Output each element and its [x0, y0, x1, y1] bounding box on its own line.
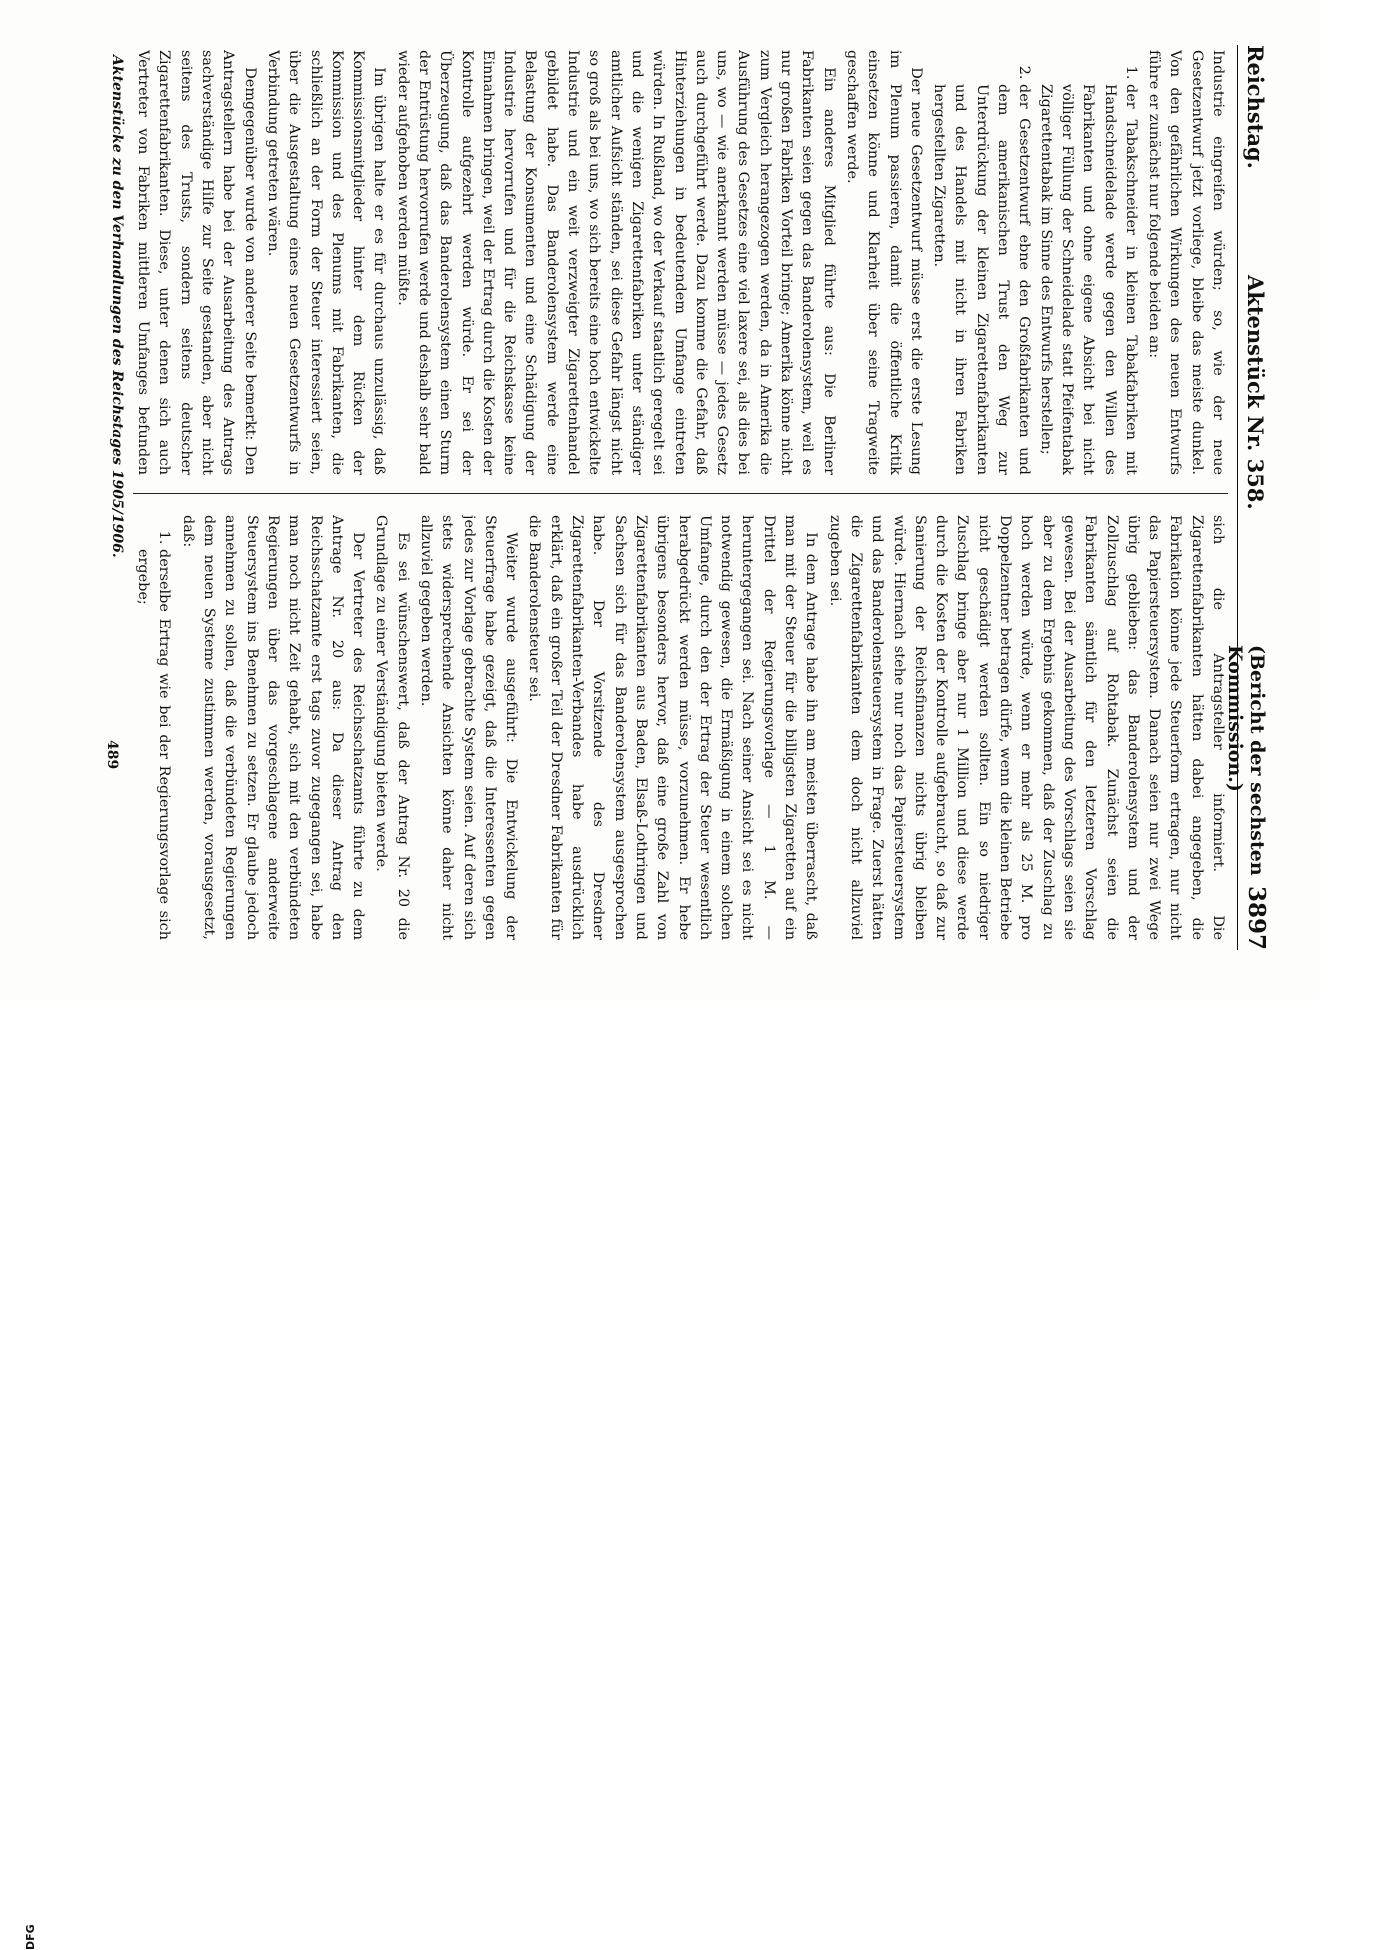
list-item: 1. der Tabakschneider in kleinen Tabakfabriken mit Handschneidelade werde gegen den Willen des Fabrikanten und ohne eigene Absicht bei nicht völliger Füllung der Schneidelade statt Pfeifentabak Zigarettentabak im Sinne des Entwurfs herstellen; — [1034, 84, 1140, 475]
right-column — [133, 515, 1228, 940]
paragraph: Der neue Gesetzentwurf müsse erst die erste Lesung im Plenum passieren, damit die öffentliche Kritik einsetzen könne und Klarheit über seine Tragweite geschaffen werde. — [843, 50, 924, 475]
page-number: 3897 — [1243, 885, 1270, 950]
left-column — [133, 50, 1228, 475]
folio-number: 489 — [104, 740, 120, 770]
header-center: Aktenstück Nr. 358. — [1243, 275, 1268, 510]
scanned-page — [0, 0, 1320, 1000]
paragraph: Demgegenüber wurde von anderer Seite bemerkt: Den Antragstellern habe bei der Ausarbeitung des Antrags sachverständige Hilfe zur Seite gestanden, aber nicht seitens des Trusts, sondern seitens deutscher Zigarettenfabrikanten. Diese, unter denen sich auch Vertreter von Fabriken mittleren Umfanges befunden — [135, 50, 258, 475]
numbered-list — [928, 50, 1141, 475]
paragraph: Industrie eingreifen würden; so, wie der neue Gesetzentwurf jetzt vorliege, bleibe das meiste dunkel. Von den gefährlichen Wirkungen des neuen Entwurfs führe er zunächst nur folgende beiden an: — [1146, 50, 1226, 475]
paragraph: sich die Antragsteller informiert. Die Zigarettenfabrikanten hätten dabei angegeben, die Fabrikation könne jede Steuerform ertragen, nur nicht das Papiersteuersystem. Danach seien nur zwei Wege übrig geblieben: das Banderolensystem und der Zollzuschlag auf Rohtabak. Zunächst seien die Fabrikanten sämtlich für den letzteren Vorschlag gewesen. Bei der Ausarbeitung des Vorschlags seien sie aber zu dem Ergebnis gekommen, daß der Zuschlag zu hoch werden würde, wenn er mehr als 25 M. pro Doppelzentner betragen dürfe, wenn die kleinen Betriebe nicht geschädigt werden sollten. Ein so niedriger Zuschlag bringe aber nur 1 Million und diese werde durch die Kosten der Kontrolle aufgebraucht, so daß zur Sanierung der Reichsfinanzen nichts übrig bleiben würde. Hiernach stehe nur noch das Papiersteuersystem und das Banderolensteuersystem in Frage. Zuerst hätten die Zigarettenfabrikanten dem doch nicht allzuviel zugeben sei. — [826, 515, 1226, 940]
paragraph: Weiter wurde ausgeführt: Die Entwickelung der Steuerfrage habe gezeigt, daß die Interessenten gegen jedes zur Vorlage gebrachte System seien. Auf deren sich stets widersprechende Ansichten könne daher nicht allzuviel gegeben werden. — [418, 515, 520, 940]
dfg-logo: DFG — [4, 962, 18, 992]
header-left: Reichstag. — [1243, 45, 1268, 169]
list-item: 2. der Gesetzentwurf ebne den Großfabrikanten und dem amerikanischen Trust den Weg zur Unterdrückung der kleinen Zigarettenfabrikanten und des Handels mit nicht in ihren Fabriken hergestellten Zigaretten. — [928, 84, 1034, 475]
paragraph: Es sei wünschenswert, daß der Antrag Nr. 20 die Grundlage zu einer Verständigung bieten werde. — [373, 515, 411, 940]
paragraph: Ein anderes Mitglied führte aus: Die Berliner Fabrikanten seien gegen das Banderolensystem, weil es nur großen Fabriken Vorteil bringe; Amerika könne nicht zum Vergleich herangezogen werden, da in Amerika die Ausführung des Gesetzes eine viel laxere sei, als dies bei uns, wo — wie anerkannt werden müsse — jedes Gesetz auch durchgeführt werde. Dazu komme die Gefahr, daß Hinterziehungen in bedeutendem Umfange eintreten würden. In Rußland, wo der Verkauf staatlich geregelt sei und die wenigen Zigarettenfabriken unter ständiger amtlicher Aufsicht ständen, sei diese Gefahr längst nicht so groß als bei uns, wo sich bereits eine hoch entwickelte Industrie und ein weit verzweigter Zigarettenhandel gebildet habe. Das Banderolensystem werde eine Belastung der Konsumenten und eine Schädigung der Industrie hervorrufen und für die Reichskasse keine Einnahmen bringen, weil der Ertrag durch die Kosten der Kontrolle aufgezehrt werden würde. Er sei der Überzeugung, daß das Banderolensystem einen Sturm der Entrüstung hervorrufen werde und deshalb sehr bald wieder aufgehoben werden müßte. — [394, 50, 837, 475]
paragraph: In dem Antrage habe ihn am meisten überrascht, daß man mit der Steuer für die billigsten Zigaretten auf ein Drittel der Regierungsvorlage — 1 M. — heruntergegangen sei. Nach seiner Ansicht sei es nicht notwendig gewesen, die Ermäßigung in einem solchen Umfange, durch den der Ertrag der Steuer wesentlich herabgedrückt werden müsse, vorzunehmen. Er hebe übrigens besonders hervor, daß eine große Zahl von Zigarettenfabrikanten aus Baden, Elsaß-Lothringen und Sachsen sich für das Banderolensystem ausgesprochen habe. Der Vorsitzende des Dresdner Zigarettenfabrikanten-Verbandes habe ausdrücklich erklärt, daß ein großer Teil der Dresdner Fabrikanten für die Banderolensteuer sei. — [526, 515, 820, 940]
page-footer: Aktenstücke zu den Verhandlungen des Reichstages 1905/1906. — [109, 55, 125, 558]
paragraph: Der Vertreter des Reichsschatzamts führte zu dem Antrage Nr. 20 aus: Da dieser Antrag den Reichsschatzamte erst tags zuvor zugegangen sei, habe man noch nicht Zeit gehabt, sich mit den verbündeten Regierungen über das vorgeschlagene anderweite Steuersystem ins Benehmen zu setzen. Er glaube jedoch annehmen zu sollen, daß die verbündeten Regierungen dem neuen Systeme zustimmen werden, vorausgesetzt, daß: — [179, 515, 367, 940]
header-right: (Bericht der sechsten Kommission.) — [1224, 645, 1268, 876]
paragraph: Im übrigen halte er es für durchaus unzulässig, daß Kommissionsmitglieder hinter dem Rücken der Kommission und des Plenums mit Fabrikanten, die schließlich an der Form der Steuer interessiert seien, über die Ausgestaltung eines neuen Gesetzentwurfs in Verbindung getreten wären. — [264, 50, 388, 475]
numbered-list — [133, 515, 174, 940]
page-header — [1224, 45, 1272, 950]
column-divider — [133, 493, 1228, 494]
list-item: 1. derselbe Ertrag wie bei der Regierungsvorlage sich ergebe; — [133, 549, 174, 940]
